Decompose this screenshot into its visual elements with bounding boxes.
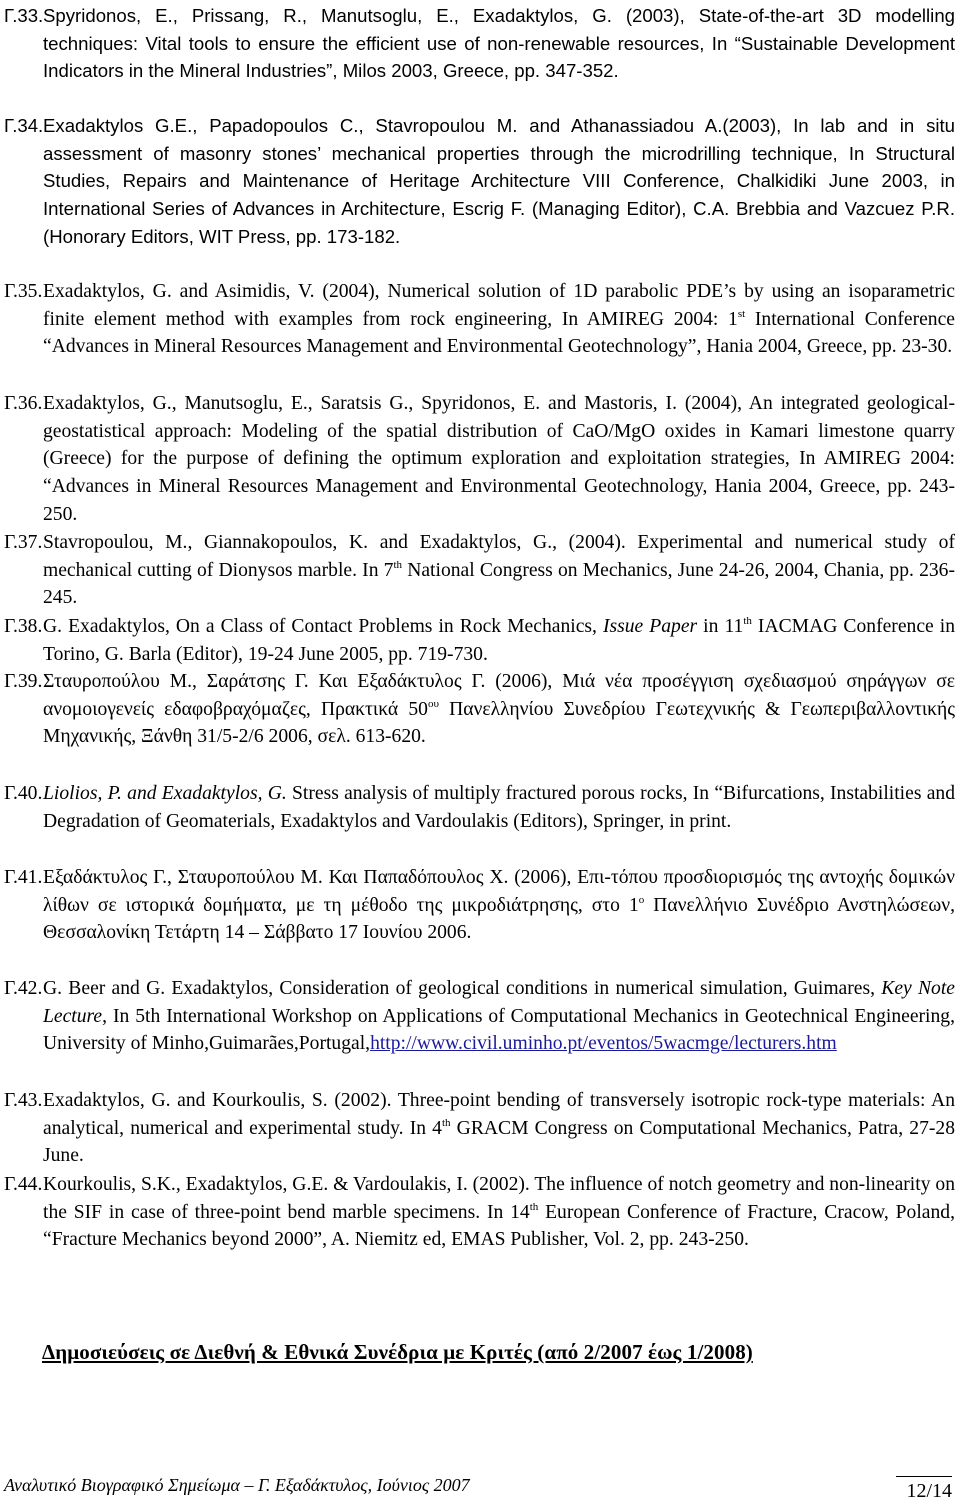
reference-text: , In 5th International Workshop on Applications of Computational Mechanics in Geotechnical Engineering, University of Minho,Guimarães,Portugal, — [43, 1005, 955, 1055]
reference-text: Πανελλήνιο Συνέδριο Ανστηλώσεων, Θεσσαλονίκη Τετάρτη 14 – Σάββατο 17 Ιουνίου 2006. — [43, 894, 955, 944]
reference-text: National Congress on Mechanics, June 24-26, 2004, Chania, pp. 236-245. — [43, 559, 955, 609]
reference-number: Γ.36. — [4, 393, 43, 414]
reference-text: Exadaktylos, G. and Asimidis, V. (2004), Numerical solution of 1D parabolic PDE’s by using an isoparametric finite element method with examples from rock engineering, In AMIREG 2004: 1 — [43, 281, 955, 330]
reference-text: Εξαδάκτυλος Γ., Σταυροπούλου Μ. Και Παπαδόπουλος Χ. (2006), Επι-τόπου προσδιορισμός της αντοχής δομικών λίθων σε ιστορικά δομήματα, με τη μέθοδο της μικροδιάτρησης, στο 1 — [43, 867, 955, 916]
reference-text: Πανελληνίου Συνεδρίου Γεωτεχνικής & Γεωπεριβαλλοντικής Μηχανικής, Ξάνθη 31/5-2/6 2006, σελ. 613-620. — [43, 698, 955, 748]
superscript: ο — [638, 893, 645, 906]
reference-number: Γ.42. — [4, 978, 43, 999]
reference-italic: Liolios, P. and Exadaktylos, G. — [43, 783, 287, 804]
reference-entry — [4, 613, 955, 668]
superscript: ου — [427, 697, 439, 710]
reference-text: Stavropoulou, M., Giannakopoulos, K. and Exadaktylos, G., (2004). Experimental and numerical study of mechanical cutting of Dionysos marble. In 7 — [43, 532, 955, 581]
reference-authors: Exadaktylos G.E., Papadopoulos C., Stavropoulou M. and Athanassiadou A. — [43, 115, 723, 136]
reference-text: Exadaktylos, G., Manutsoglu, E., Saratsis G., Spyridonos, E. and Mastoris, I. (2004), An integrated geological-geostatistical approach: Modeling of the spatial distribution of CaO/MgO oxides in Kamari limestone quarry (Greece) for the purpose of defining the optimum exploration and exploitation strategies, In AMIREG 2004: “Advances in Mineral Resources Management and Environmental Geotechnology, Hania 2004, Greece, pp. 243-250. — [43, 393, 955, 525]
reference-text: Stress analysis of multiply fractured porous rocks, In “Bifurcations, Instabilities and Degradation of Geomaterials, Exadaktylos and Vardoulakis (Editors), Springer, in print. — [43, 783, 955, 832]
reference-entry — [4, 529, 955, 612]
reference-entry — [4, 780, 955, 835]
reference-number: Γ.44. — [4, 1174, 43, 1195]
reference-text: IACMAG Conference in Torino, G. Barla (Editor), 19-24 June 2005, pp. 719-730. — [43, 616, 955, 665]
reference-text: Σταυροπούλου Μ., Σαράτσης Γ. Και Εξαδάκτυλος Γ. (2006), Μιά νέα προσέγγιση σχεδιασμού σηράγγων σε ανομοιογενείς εδαφοβραχόμαζες, Πρακτικά 50 — [43, 671, 955, 720]
reference-number: Γ.37. — [4, 532, 43, 553]
reference-entry — [4, 390, 955, 529]
superscript: th — [743, 615, 752, 627]
reference-text: International Conference “Advances in Mineral Resources Management and Environmental Geotechnology”, Hania 2004, Greece, pp. 23-30. — [43, 308, 955, 358]
reference-text: Kourkoulis, S.K., Exadaktylos, G.E. & Vardoulakis, I. (2002). The influence of notch geometry and non-linearity on the SIF in case of three-point bend marble specimens. In 14 — [43, 1174, 955, 1223]
reference-number: Γ.34. — [4, 115, 44, 136]
reference-entry — [4, 975, 955, 1058]
reference-number: Γ.43. — [4, 1090, 43, 1111]
reference-number: Γ.38. — [4, 616, 43, 637]
reference-text: Spyridonos, E., Prissang, R., Manutsoglu, E., Exadaktylos, G. (2003), State-of-the-art 3D modelling techniques: Vital tools to ensure the efficient use of non-renewable resources, In “Sustainable Development Indicators in the Mineral Industries”, Milos 2003, Greece, pp. 347-352. — [43, 5, 955, 82]
reference-text: GRACM Congress on Computational Mechanics, Patra, 27-28 June. — [43, 1117, 955, 1167]
superscript: st — [737, 307, 746, 320]
page-number-rule — [896, 1476, 952, 1477]
reference-italic: Issue Paper — [602, 616, 698, 637]
reference-number: Γ.39. — [4, 671, 43, 692]
reference-text: G. Exadaktylos, On a Class of Contact Problems in Rock Mechanics, — [43, 616, 603, 637]
reference-number: Γ.40. — [4, 783, 43, 804]
section-heading: Δημοσιεύσεις σε Διεθνή & Εθνικά Συνέδρια με Κριτές (από 2/2007 έως 1/2008) — [42, 1340, 753, 1364]
footer-title: Αναλυτικό Βιογραφικό Σημείωμα – Γ. Εξαδάκτυλος, Ιούνιος 2007 — [4, 1475, 470, 1495]
reference-text: Exadaktylos, G. and Kourkoulis, S. (2002). Three-point bending of transversely isotropic rock-type materials: An analytical, numerical and experimental study. In 4 — [43, 1090, 955, 1139]
reference-entry — [4, 112, 955, 251]
superscript: th — [441, 1116, 451, 1129]
reference-text: (2003), In lab and in situ assessment of masonry stones’ mechanical properties through the microdrilling technique, In Structural Studies, Repairs and Maintenance of Heritage Architecture VIII Conference, Chalkidiki June 2003, in International Series of Advances in Architecture, Escrig F. (Managing Editor), C.A. Brebbia and Vazcuez P.R. (Honorary Editors, WIT Press, pp. 173-182. — [43, 115, 956, 247]
reference-entry — [4, 278, 955, 361]
reference-entry — [4, 1087, 955, 1170]
reference-entry — [4, 668, 955, 751]
reference-entry — [4, 1171, 955, 1254]
reference-number: Γ.35. — [4, 281, 43, 302]
reference-number: Γ.41. — [4, 867, 43, 888]
reference-text: G. Beer and G. Exadaktylos, Consideration of geological conditions in numerical simulation, Guimares, — [43, 978, 882, 999]
reference-italic: Key Note Lecture — [43, 978, 955, 1027]
reference-text: in 11 — [697, 616, 744, 637]
reference-url-link[interactable]: http://www.civil.uminho.pt/eventos/5wacmge/lecturers.htm — [370, 1033, 837, 1055]
superscript: th — [393, 558, 403, 571]
reference-entry — [4, 2, 955, 85]
superscript: th — [529, 1200, 539, 1213]
reference-number: Γ.33. — [4, 5, 44, 26]
page-number: 12/14 — [906, 1480, 952, 1502]
reference-text: European Conference of Fracture, Cracow, Poland, “Fracture Mechanics beyond 2000”, A. Niemitz ed, EMAS Publisher, Vol. 2, pp. 243-250. — [43, 1201, 955, 1251]
reference-entry — [4, 864, 955, 947]
